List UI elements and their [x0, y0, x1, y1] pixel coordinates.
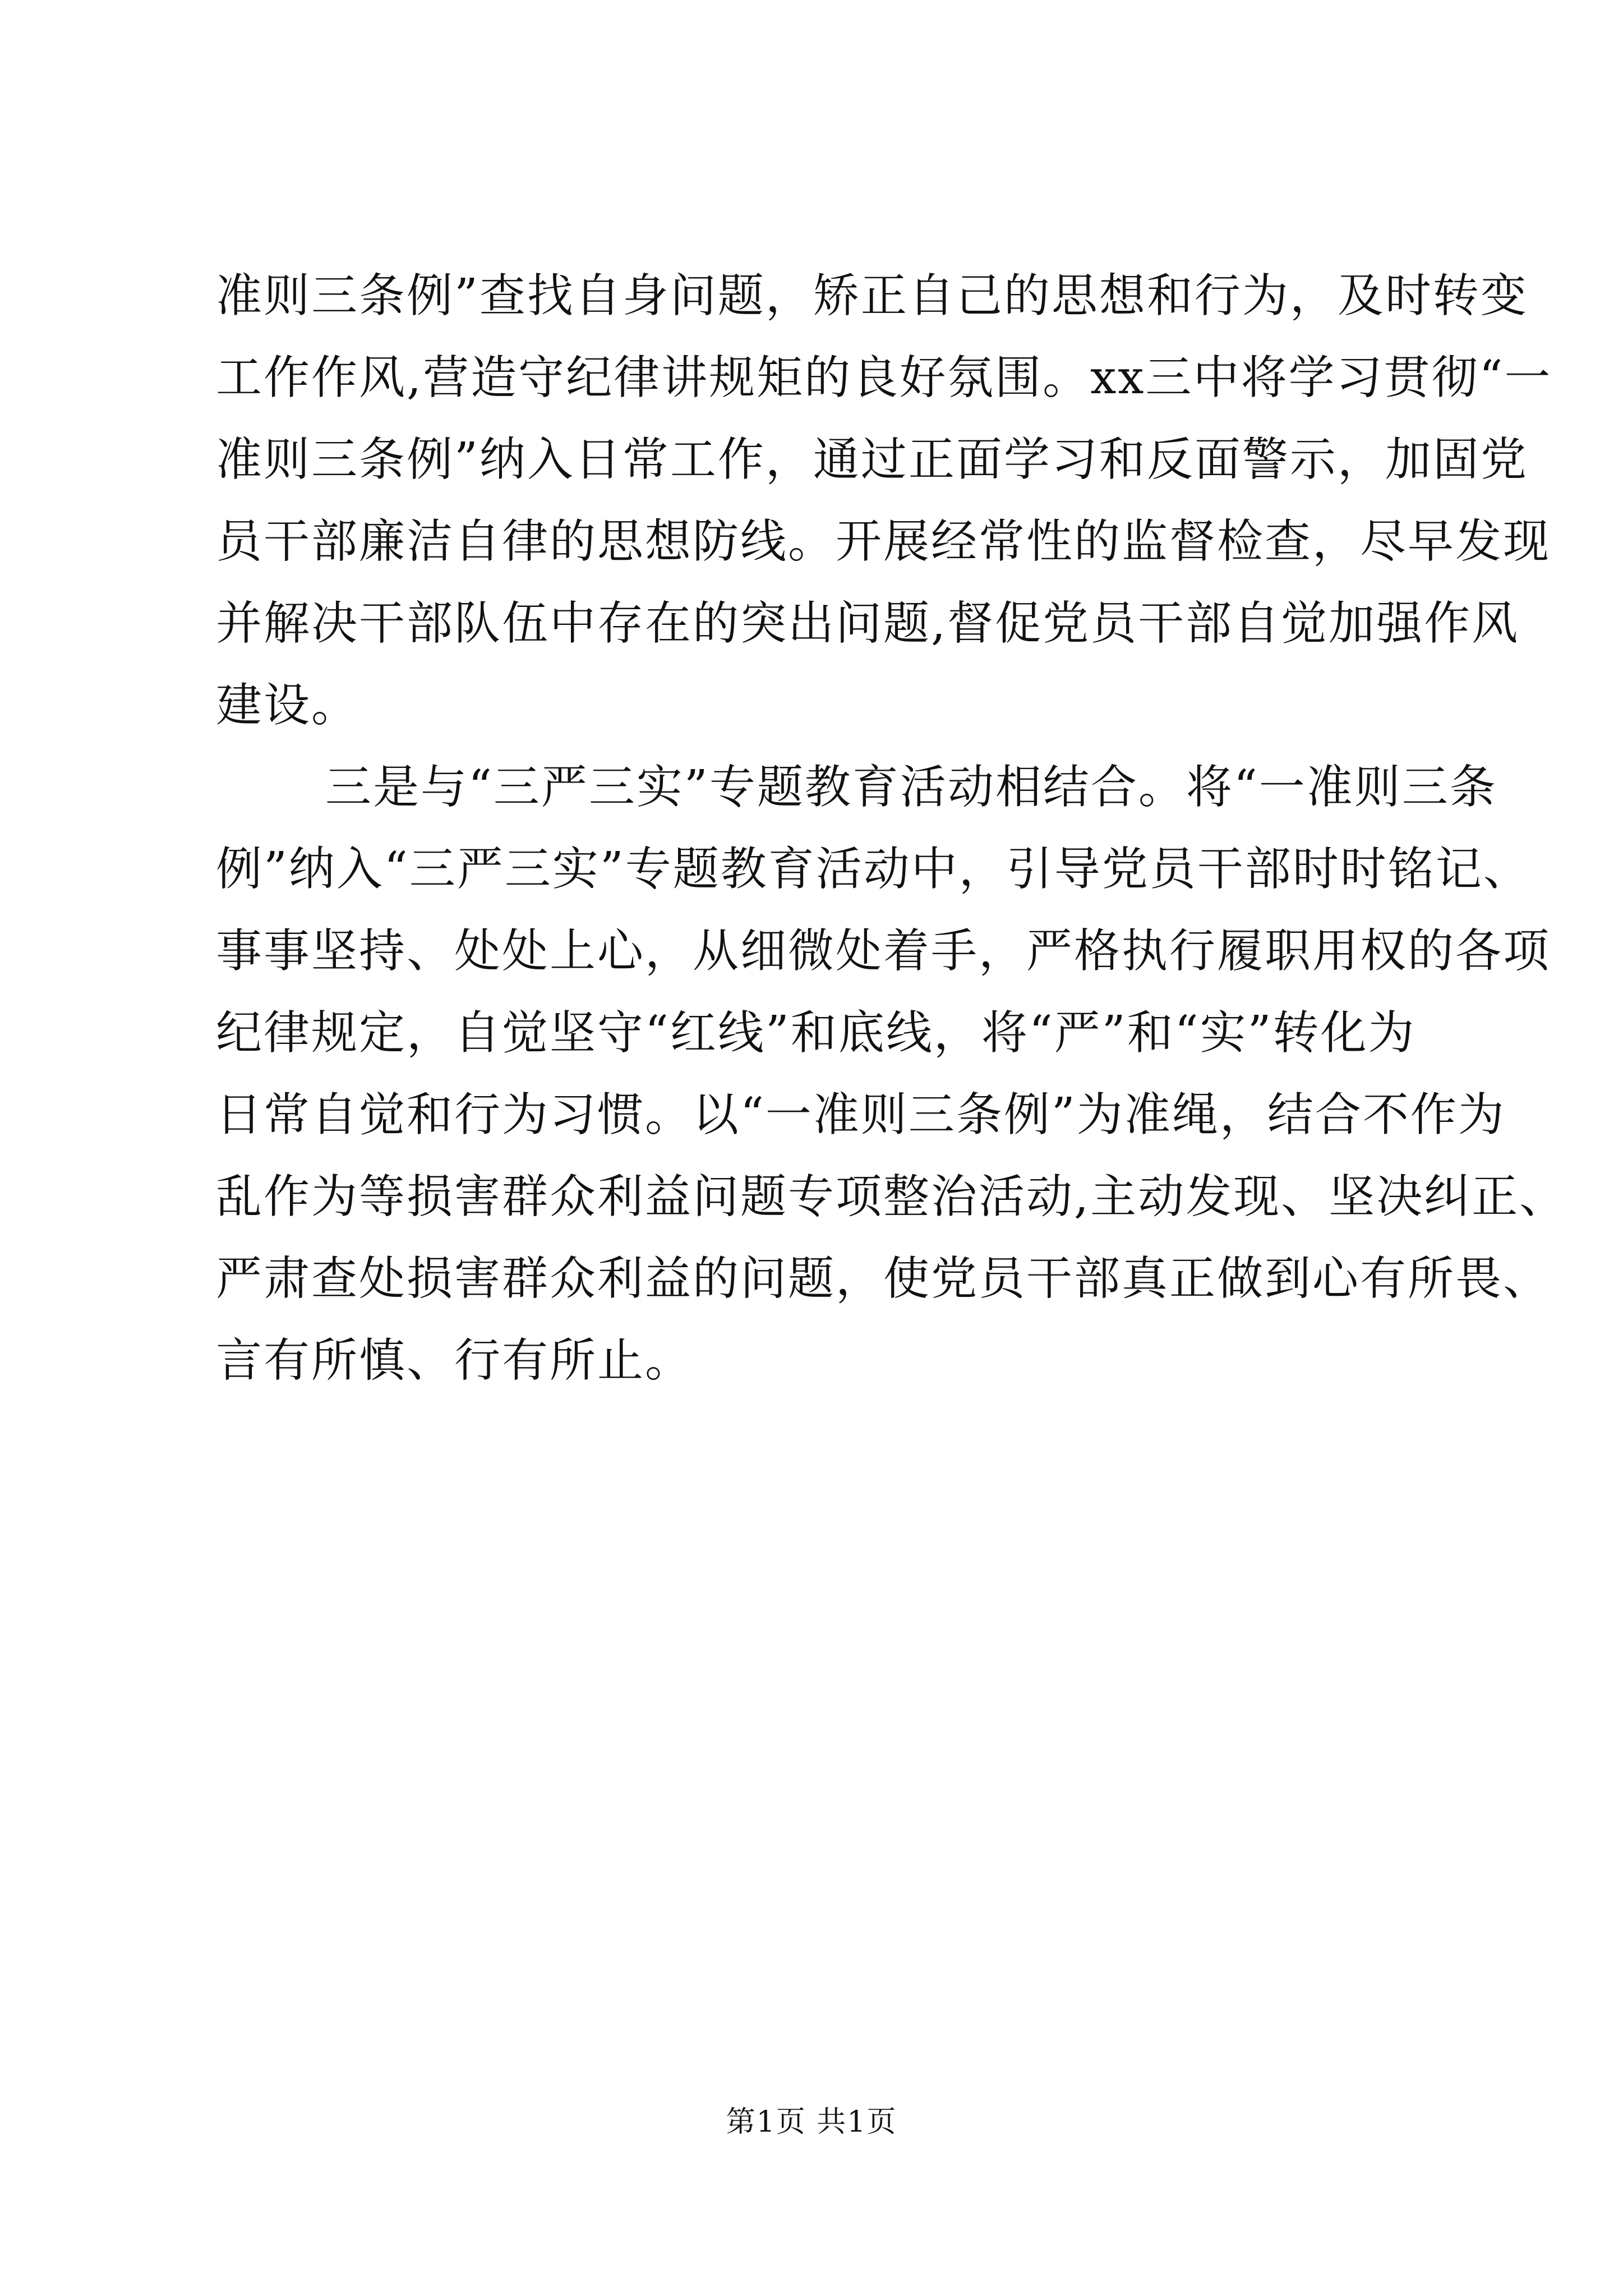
page-footer: 第1页 共1页: [726, 2105, 897, 2139]
text-line: 并解决干部队伍中存在的突出问题,督促党员干部自觉加强作风: [216, 597, 1520, 650]
text-line: 工作作风,营造守纪律讲规矩的良好氛围。xx三中将学习贯彻“一: [216, 351, 1552, 404]
text-line: 言有所慎、行有所止。: [216, 1334, 693, 1387]
text-line: 纪律规定，自觉坚守“红线”和底线，将“严”和“实”转化为: [216, 1006, 1416, 1060]
text-line: 事事坚持、处处上心，从细微处着手，严格执行履职用权的各项: [216, 924, 1551, 978]
text-line: 员干部廉洁自律的思想防线。开展经常性的监督检查，尽早发现: [216, 515, 1551, 568]
paragraph-first-line: 三是与“三严三实”专题教育活动相结合。将“一准则三条: [325, 761, 1497, 814]
text-line: 准则三条例”纳入日常工作，通过正面学习和反面警示，加固党: [216, 433, 1528, 486]
text-line: 准则三条例”查找自身问题，矫正自己的思想和行为，及时转变: [216, 269, 1528, 323]
text-line: 日常自觉和行为习惯。以“一准则三条例”为准绳，结合不作为: [216, 1088, 1506, 1142]
text-line: 乱作为等损害群众利益问题专项整治活动,主动发现、坚决纠正、: [216, 1170, 1567, 1223]
text-line: 严肃查处损害群众利益的问题，使党员干部真正做到心有所畏、: [216, 1252, 1551, 1305]
text-line: 建设。: [216, 679, 359, 732]
body-text: [216, 255, 1567, 1402]
text-line: 例”纳入“三严三实”专题教育活动中，引导党员干部时时铭记、: [216, 843, 1531, 896]
